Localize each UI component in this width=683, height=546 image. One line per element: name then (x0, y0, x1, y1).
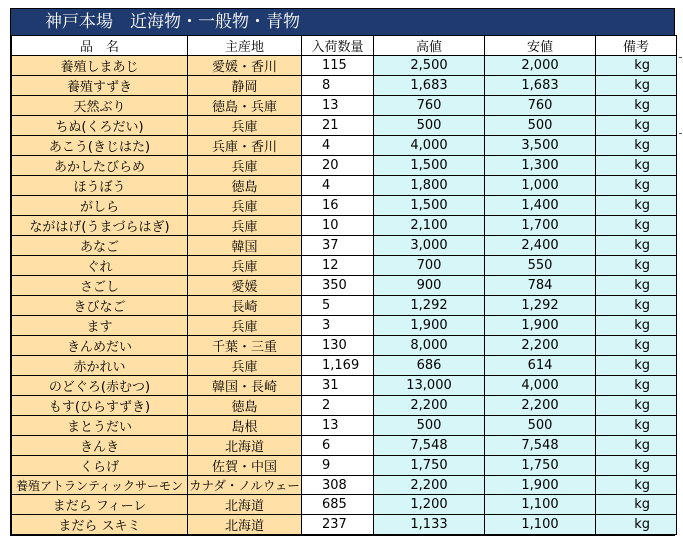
table-row (12, 396, 677, 416)
high-price-cell: 760 (374, 96, 485, 116)
low-price-cell: 2,200 (485, 396, 596, 416)
table-row (12, 336, 677, 356)
unit-cell: kg (596, 476, 677, 495)
origin-cell: 兵庫 (188, 116, 302, 136)
origin-cell: 佐賀・中国 (188, 456, 302, 476)
fish-name-cell: まだら フィーレ (12, 495, 188, 515)
low-price-cell: 2,200 (485, 336, 596, 356)
table-row (12, 216, 677, 236)
unit-cell: kg (596, 416, 677, 436)
fish-name-cell: がしら (12, 196, 188, 216)
origin-cell: 愛媛・香川 (188, 56, 302, 76)
fish-name-cell: ぐれ (12, 256, 188, 276)
high-price-cell: 2,200 (374, 476, 485, 495)
unit-cell: kg (596, 336, 677, 356)
low-price-cell: 1,900 (485, 316, 596, 336)
table-row (12, 196, 677, 216)
table-row (12, 176, 677, 196)
quantity-cell: 4 (302, 136, 374, 156)
unit-cell: kg (596, 495, 677, 515)
sheet-title: 神戸本場 近海物・一般物・青物 (11, 9, 674, 35)
high-price-cell: 1,292 (374, 296, 485, 316)
high-price-cell: 13,000 (374, 376, 485, 396)
table-row (12, 376, 677, 396)
unit-cell: kg (596, 515, 677, 535)
origin-cell: 愛媛 (188, 276, 302, 296)
origin-cell: カナダ・ノルウェー (188, 476, 302, 495)
table-row (12, 276, 677, 296)
unit-cell: kg (596, 396, 677, 416)
quantity-cell: 31 (302, 376, 374, 396)
table-row (12, 316, 677, 336)
origin-cell: 兵庫 (188, 256, 302, 276)
quantity-cell: 13 (302, 416, 374, 436)
fish-name-cell: くらげ (12, 456, 188, 476)
origin-cell: 静岡 (188, 76, 302, 96)
low-price-cell: 1,000 (485, 176, 596, 196)
origin-cell: 北海道 (188, 515, 302, 535)
low-price-cell: 550 (485, 256, 596, 276)
header-name: 品 名 (12, 36, 188, 56)
low-price-cell: 760 (485, 96, 596, 116)
fish-name-cell: 養殖アトランティックサーモン (12, 476, 188, 495)
low-price-cell: 614 (485, 356, 596, 376)
low-price-cell: 1,100 (485, 515, 596, 535)
quantity-cell: 12 (302, 256, 374, 276)
fish-name-cell: ながはげ(うまづらはぎ) (12, 216, 188, 236)
origin-cell: 韓国・長崎 (188, 376, 302, 396)
unit-cell: kg (596, 156, 677, 176)
table-row (12, 156, 677, 176)
unit-cell: kg (596, 176, 677, 196)
table-row (12, 436, 677, 456)
table-row (12, 256, 677, 276)
low-price-cell: 1,900 (485, 476, 596, 495)
high-price-cell: 686 (374, 356, 485, 376)
unit-cell: kg (596, 276, 677, 296)
high-price-cell: 2,500 (374, 56, 485, 76)
table-row (12, 476, 677, 495)
low-price-cell: 3,500 (485, 136, 596, 156)
price-table (11, 35, 677, 535)
table-row (12, 116, 677, 136)
fish-name-cell: もす(ひらすずき) (12, 396, 188, 416)
origin-cell: 徳島 (188, 396, 302, 416)
high-price-cell: 8,000 (374, 336, 485, 356)
high-price-cell: 7,548 (374, 436, 485, 456)
unit-cell: kg (596, 56, 677, 76)
origin-cell: 兵庫 (188, 216, 302, 236)
origin-cell: 兵庫 (188, 196, 302, 216)
unit-cell: kg (596, 356, 677, 376)
unit-cell: kg (596, 136, 677, 156)
low-price-cell: 500 (485, 116, 596, 136)
quantity-cell: 16 (302, 196, 374, 216)
quantity-cell: 1,169 (302, 356, 374, 376)
quantity-cell: 3 (302, 316, 374, 336)
table-header-row (12, 36, 677, 56)
header-notes: 備考 (596, 36, 677, 56)
unit-cell: kg (596, 236, 677, 256)
quantity-cell: 6 (302, 436, 374, 456)
origin-cell: 兵庫 (188, 356, 302, 376)
fish-name-cell: きびなご (12, 296, 188, 316)
table-row (12, 356, 677, 376)
fish-name-cell: あかしたびらめ (12, 156, 188, 176)
high-price-cell: 1,200 (374, 495, 485, 515)
price-sheet (10, 8, 675, 536)
low-price-cell: 4,000 (485, 376, 596, 396)
high-price-cell: 1,500 (374, 196, 485, 216)
quantity-cell: 21 (302, 116, 374, 136)
high-price-cell: 1,500 (374, 156, 485, 176)
fish-name-cell: きんき (12, 436, 188, 456)
high-price-cell: 1,900 (374, 316, 485, 336)
quantity-cell: 115 (302, 56, 374, 76)
unit-cell: kg (596, 456, 677, 476)
high-price-cell: 1,800 (374, 176, 485, 196)
low-price-cell: 1,300 (485, 156, 596, 176)
header-quantity: 入荷数量 (302, 36, 374, 56)
low-price-cell: 1,683 (485, 76, 596, 96)
quantity-cell: 10 (302, 216, 374, 236)
table-row (12, 416, 677, 436)
origin-cell: 兵庫・香川 (188, 136, 302, 156)
origin-cell: 韓国 (188, 236, 302, 256)
high-price-cell: 500 (374, 416, 485, 436)
origin-cell: 徳島・兵庫 (188, 96, 302, 116)
high-price-cell: 500 (374, 116, 485, 136)
table-row (12, 56, 677, 76)
origin-cell: 北海道 (188, 436, 302, 456)
header-high-price: 高値 (374, 36, 485, 56)
quantity-cell: 237 (302, 515, 374, 535)
unit-cell: kg (596, 256, 677, 276)
quantity-cell: 2 (302, 396, 374, 416)
high-price-cell: 1,683 (374, 76, 485, 96)
header-origin: 主産地 (188, 36, 302, 56)
unit-cell: kg (596, 296, 677, 316)
quantity-cell: 9 (302, 456, 374, 476)
fish-name-cell: 天然ぶり (12, 96, 188, 116)
quantity-cell: 350 (302, 276, 374, 296)
origin-cell: 長崎 (188, 296, 302, 316)
unit-cell: kg (596, 436, 677, 456)
table-row (12, 136, 677, 156)
quantity-cell: 13 (302, 96, 374, 116)
low-price-cell: 1,750 (485, 456, 596, 476)
table-row (12, 515, 677, 535)
low-price-cell: 1,400 (485, 196, 596, 216)
low-price-cell: 500 (485, 416, 596, 436)
unit-cell: kg (596, 116, 677, 136)
quantity-cell: 130 (302, 336, 374, 356)
fish-name-cell: のどぐろ(赤むつ) (12, 376, 188, 396)
low-price-cell: 2,400 (485, 236, 596, 256)
high-price-cell: 2,200 (374, 396, 485, 416)
origin-cell: 島根 (188, 416, 302, 436)
fish-name-cell: あなご (12, 236, 188, 256)
low-price-cell: 784 (485, 276, 596, 296)
high-price-cell: 1,133 (374, 515, 485, 535)
unit-cell: kg (596, 316, 677, 336)
low-price-cell: 1,292 (485, 296, 596, 316)
table-row (12, 96, 677, 116)
low-price-cell: 2,000 (485, 56, 596, 76)
high-price-cell: 1,750 (374, 456, 485, 476)
fish-name-cell: ほうぼう (12, 176, 188, 196)
margin-mark (679, 133, 682, 134)
table-row (12, 236, 677, 256)
origin-cell: 兵庫 (188, 316, 302, 336)
origin-cell: 北海道 (188, 495, 302, 515)
fish-name-cell: 養殖すずき (12, 76, 188, 96)
fish-name-cell: さごし (12, 276, 188, 296)
quantity-cell: 8 (302, 76, 374, 96)
origin-cell: 徳島 (188, 176, 302, 196)
quantity-cell: 4 (302, 176, 374, 196)
fish-name-cell: ちぬ(くろだい) (12, 116, 188, 136)
unit-cell: kg (596, 196, 677, 216)
fish-name-cell: あこう(きじはた) (12, 136, 188, 156)
margin-mark (679, 57, 682, 58)
table-row (12, 456, 677, 476)
high-price-cell: 4,000 (374, 136, 485, 156)
high-price-cell: 900 (374, 276, 485, 296)
quantity-cell: 5 (302, 296, 374, 316)
fish-name-cell: 養殖しまあじ (12, 56, 188, 76)
unit-cell: kg (596, 76, 677, 96)
table-row (12, 495, 677, 515)
quantity-cell: 37 (302, 236, 374, 256)
origin-cell: 千葉・三重 (188, 336, 302, 356)
high-price-cell: 2,100 (374, 216, 485, 236)
low-price-cell: 7,548 (485, 436, 596, 456)
header-low-price: 安値 (485, 36, 596, 56)
fish-name-cell: まだら スキミ (12, 515, 188, 535)
quantity-cell: 308 (302, 476, 374, 495)
high-price-cell: 3,000 (374, 236, 485, 256)
fish-name-cell: きんめだい (12, 336, 188, 356)
unit-cell: kg (596, 376, 677, 396)
quantity-cell: 20 (302, 156, 374, 176)
low-price-cell: 1,700 (485, 216, 596, 236)
unit-cell: kg (596, 216, 677, 236)
fish-name-cell: 赤かれい (12, 356, 188, 376)
quantity-cell: 685 (302, 495, 374, 515)
table-row (12, 296, 677, 316)
unit-cell: kg (596, 96, 677, 116)
fish-name-cell: まとうだい (12, 416, 188, 436)
high-price-cell: 700 (374, 256, 485, 276)
table-row (12, 76, 677, 96)
fish-name-cell: ます (12, 316, 188, 336)
origin-cell: 兵庫 (188, 156, 302, 176)
low-price-cell: 1,100 (485, 495, 596, 515)
